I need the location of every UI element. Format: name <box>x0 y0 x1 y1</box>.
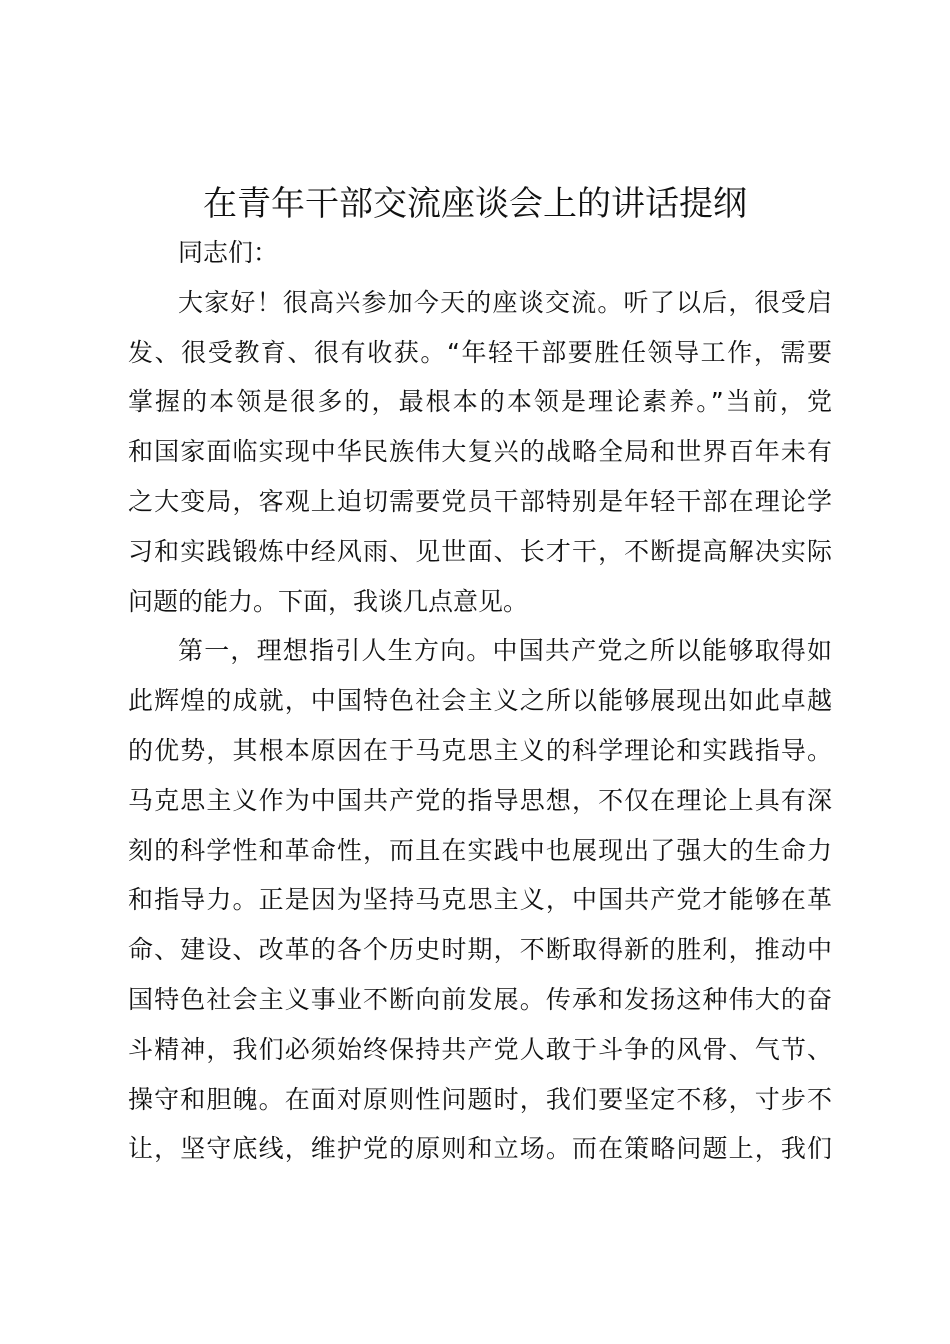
text-line: 习和实践锻炼中经风雨、见世面、长才干，不断提高解决实际 <box>128 536 832 566</box>
text-line: 的优势，其根本原因在于马克思主义的科学理论和实践指导。 <box>128 735 832 765</box>
text-line: 斗精神，我们必须始终保持共产党人敢于斗争的风骨、气节、 <box>128 1034 832 1064</box>
text-line: 大家好！很高兴参加今天的座谈交流。听了以后，很受启 <box>178 287 832 317</box>
text-line: 之大变局，客观上迫切需要党员干部特别是年轻干部在理论学 <box>128 486 832 516</box>
text-line: 掌握的本领是很多的，最根本的本领是理论素养。”当前，党 <box>128 387 832 417</box>
text-line: 操守和胆魄。在面对原则性问题时，我们要坚定不移，寸步不 <box>128 1084 832 1114</box>
text-line: 国特色社会主义事业不断向前发展。传承和发扬这种伟大的奋 <box>128 984 832 1014</box>
text-line: 同志们： <box>178 238 279 267</box>
text-line: 此辉煌的成就，中国特色社会主义之所以能够展现出如此卓越 <box>128 686 832 716</box>
text-line: 和国家面临实现中华民族伟大复兴的战略全局和世界百年未有 <box>128 437 832 467</box>
text-line: 马克思主义作为中国共产党的指导思想，不仅在理论上具有深 <box>128 785 832 815</box>
text-line: 发、很受教育、很有收获。“年轻干部要胜任领导工作，需要 <box>128 337 832 367</box>
document-body <box>128 228 832 1174</box>
text-line: 和指导力。正是因为坚持马克思主义，中国共产党才能够在革 <box>128 885 832 915</box>
text-line: 让，坚守底线，维护党的原则和立场。而在策略问题上，我们 <box>128 1134 832 1164</box>
document-title: 在青年干部交流座谈会上的讲话提纲 <box>203 184 747 224</box>
text-line: 命、建设、改革的各个历史时期，不断取得新的胜利，推动中 <box>128 935 832 965</box>
text-line: 问题的能力。下面，我谈几点意见。 <box>128 586 529 616</box>
text-line: 刻的科学性和革命性，而且在实践中也展现出了强大的生命力 <box>128 835 832 865</box>
text-line: 第一，理想指引人生方向。中国共产党之所以能够取得如 <box>178 636 832 666</box>
